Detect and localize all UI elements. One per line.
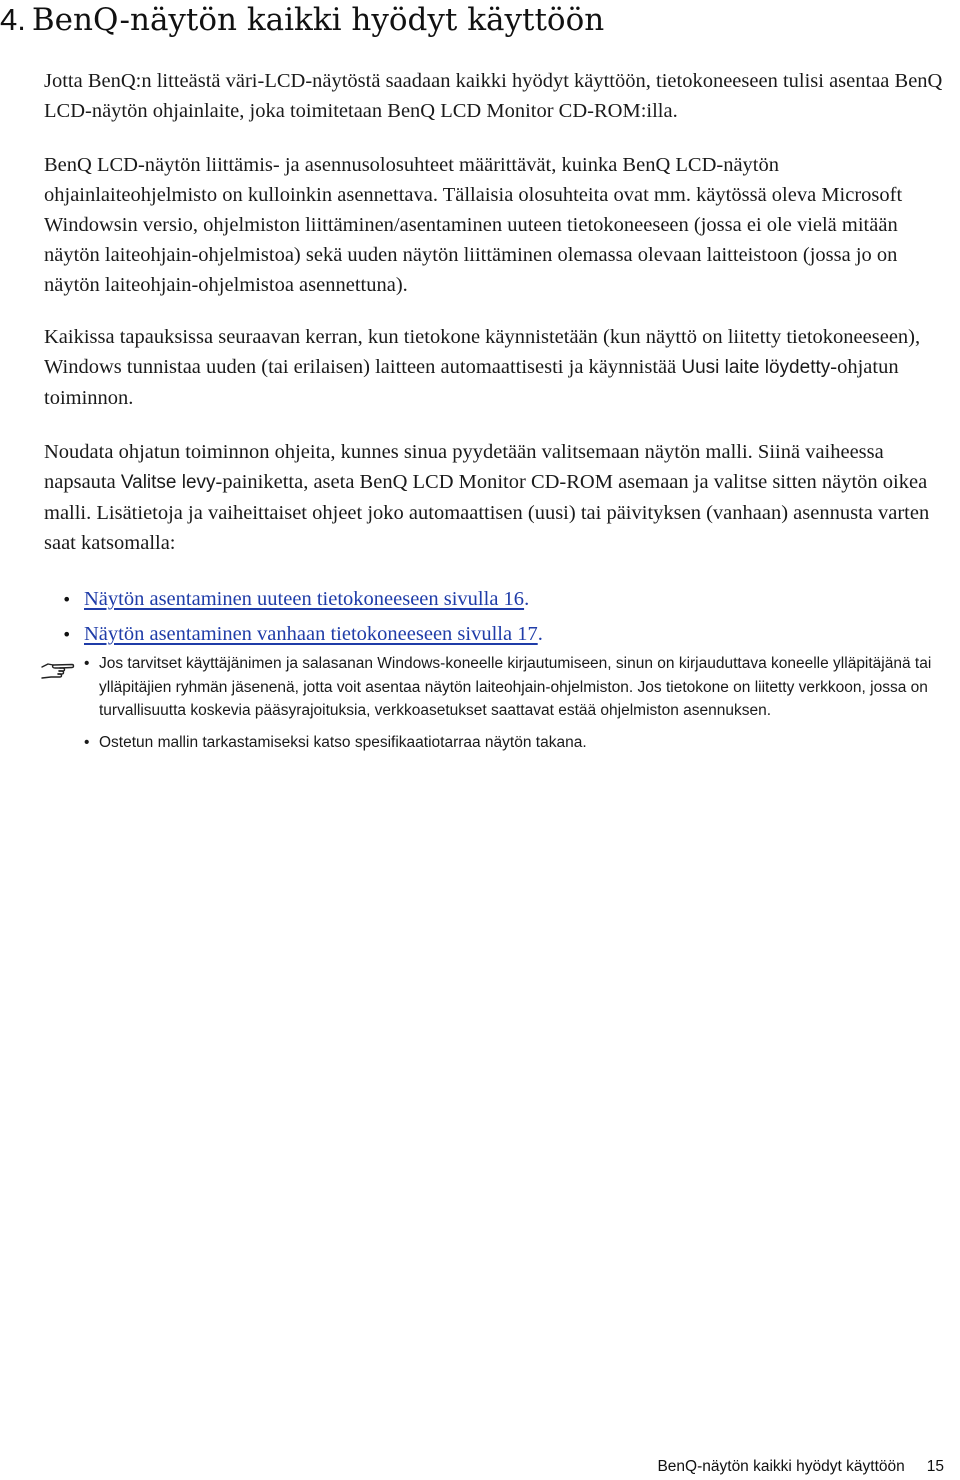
main-content [44, 66, 954, 652]
page-heading [0, 0, 960, 40]
list-item [44, 582, 954, 617]
note-item [84, 731, 956, 755]
instructions-text-after: -painiketta, aseta BenQ LCD Monitor CD-ROM asemaan ja valitse sitten näytön oikea malli. Lisätietoja ja vaiheittaiset ohjeet joko automaattisen (uusi) tai päivityksen (vanhaan) asennusta varten saat katsomalla: [44, 471, 930, 554]
note-list [84, 652, 956, 762]
link-end: . [537, 623, 543, 645]
section-number: 4. [0, 2, 26, 37]
instructions-text-before: Noudata ohjatun toiminnon ohjeita, kunnes sinua pyydetään valitsemaan näytön malli. Siinä vaiheessa napsauta [44, 441, 884, 493]
section-title: BenQ-näytön kaikki hyödyt käyttöön [31, 2, 605, 38]
link-new-computer[interactable]: Näytön asentaminen uuteen tietokoneeseen sivulla 16 [84, 588, 525, 610]
wizard-text-before: Kaikissa tapauksissa seuraavan kerran, kun tietokone käynnistetään (kun näyttö on liitetty tietokoneeseen), Windows tunnistaa uuden (tai erilaisen) laitteen automaattisesti ja käynnistää [44, 326, 921, 378]
bullet: • [84, 733, 90, 751]
link-end: . [524, 588, 530, 610]
wizard-text-after: -ohjatun toiminnon. [44, 356, 899, 409]
note-text: Ostetun mallin tarkastamiseksi katso spesifikaatiotarraa näytön takana. [99, 733, 587, 751]
footer-title: BenQ-näytön kaikki hyödyt käyttöön [657, 1458, 905, 1475]
bullet: • [84, 655, 90, 672]
intro-paragraph: Jotta BenQ:n litteästä väri-LCD-näytöstä saadaan kaikki hyödyt käyttöön, tietokoneeseen tulisi asentaa BenQ LCD-näytön ohjainlaite, joka toimitetaan BenQ LCD Monitor CD-ROM:illa. [44, 70, 943, 122]
list-item [44, 617, 954, 652]
have-disk-button-name: Valitse levy [120, 472, 216, 493]
bullet: • [62, 590, 72, 609]
link-old-computer[interactable]: Näytön asentaminen vanhaan tietokoneeseen sivulla 17 [84, 623, 538, 645]
wizard-name: Uusi laite löydetty [681, 357, 831, 378]
wizard-paragraph [44, 322, 954, 413]
conditions-paragraph: BenQ LCD-näytön liittämis- ja asennusolosuhteet määrittävät, kuinka BenQ LCD-näytön ohjainlaiteohjelmisto on kulloinkin asennettava. Tällaisia olosuhteita ovat mm. käytössä oleva Microsoft Windowsin versio, ohjelmiston liittäminen/asentaminen uuteen tietokoneeseen (jossa ei ole vielä mitään näytön laiteohjain-ohjelmistoa) sekä uuden näytön liittäminen olemassa olevaan laitteistoon (jossa jo on näytön laiteohjain-ohjelmistoa asennettuna). [44, 154, 903, 296]
page-footer [657, 1456, 944, 1478]
instructions-paragraph [44, 437, 954, 558]
note-item [84, 652, 956, 723]
bullet: • [62, 625, 72, 644]
page-number: 15 [926, 1458, 944, 1475]
pointing-hand-icon [40, 658, 76, 686]
reference-links [44, 582, 954, 652]
note-text: Jos tarvitset käyttäjänimen ja salasanan Windows-koneelle kirjautumiseen, sinun on kirjauduttava koneelle ylläpitäjänä tai ylläpitäjien ryhmän jäsenenä, jotta voit asentaa näytön laiteohjain-ohjelmiston. Jos tietokone on liitetty verkkoon, jossa on turvallisuutta koskevia pääsyrajoituksia, verkkoasetukset saattavat estää ohjelmiston asennuksen. [99, 655, 932, 719]
